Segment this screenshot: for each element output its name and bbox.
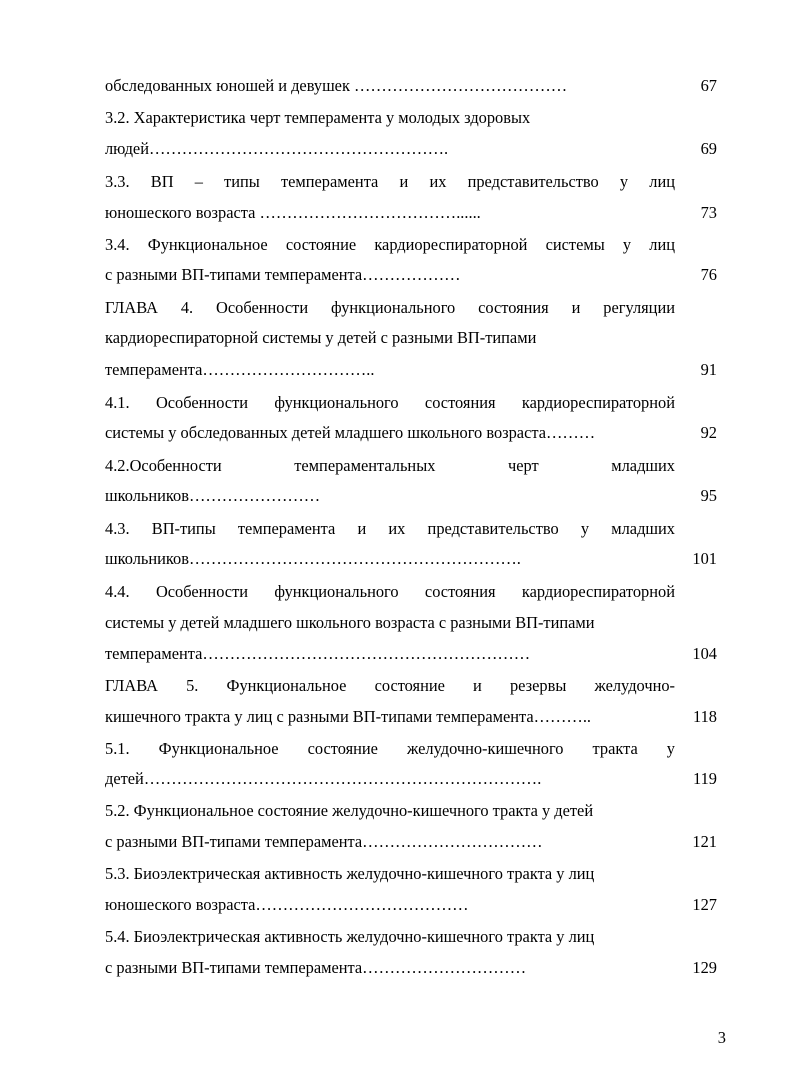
toc-page-number: 67 xyxy=(700,76,717,95)
toc-line: людей………………………………………………. xyxy=(105,139,449,158)
toc-line: 3.4. Функциональное состояние кардиореспираторной системы у лиц xyxy=(105,235,675,254)
toc-page-number: 121 xyxy=(692,832,717,851)
toc-line: 3.3. ВП – типы темперамента и их представительство у лиц xyxy=(105,172,675,191)
toc-line: обследованных юношей и девушек ………………………………… xyxy=(105,76,568,95)
toc-line: 5.2. Функциональное состояние желудочно-кишечного тракта у детей xyxy=(105,801,594,820)
toc-line: темперамента………………………….. xyxy=(105,360,375,379)
toc-line: с разными ВП-типами темперамента………………………… xyxy=(105,958,527,977)
toc-page-number: 127 xyxy=(692,895,717,914)
toc-line: 4.3. ВП-типы темперамента и их представительство у младших xyxy=(105,519,675,538)
toc-page-number: 101 xyxy=(692,549,717,568)
toc-page-number: 104 xyxy=(692,644,717,663)
toc-page-number: 76 xyxy=(700,265,717,284)
toc-page-number: 129 xyxy=(692,958,717,977)
toc-page-number: 95 xyxy=(700,486,717,505)
toc-page-number: 69 xyxy=(700,139,717,158)
toc-page-number: 119 xyxy=(693,769,717,788)
toc-line: 4.4. Особенности функционального состояния кардиореспираторной xyxy=(105,582,675,601)
toc-line: юношеского возраста ………………………………...... xyxy=(105,203,481,222)
toc-line: темперамента…………………………………………………… xyxy=(105,644,531,663)
toc-line: детей………………………………………………………………. xyxy=(105,769,542,788)
page-number: 3 xyxy=(717,1028,726,1047)
toc-line: школьников…………………… xyxy=(105,486,321,505)
toc-page-number: 118 xyxy=(693,707,717,726)
chapter-heading: ГЛАВА 5. Функциональное состояние и резервы желудочно- xyxy=(105,676,675,695)
toc-line: 4.1. Особенности функционального состояния кардиореспираторной xyxy=(105,393,675,412)
toc-line: с разными ВП-типами темперамента…………………………… xyxy=(105,832,543,851)
toc-line: школьников……………………………………………………. xyxy=(105,549,521,568)
toc-page-number: 92 xyxy=(700,423,717,442)
toc-page-number: 73 xyxy=(700,203,717,222)
toc-line: 3.2. Характеристика черт темперамента у молодых здоровых xyxy=(105,108,531,127)
toc-line: системы у детей младшего школьного возраста с разными ВП-типами xyxy=(105,613,595,632)
toc-line: 5.1. Функциональное состояние желудочно-кишечного тракта у xyxy=(105,739,675,758)
toc-page-number: 91 xyxy=(700,360,717,379)
toc-line: 5.4. Биоэлектрическая активность желудочно-кишечного тракта у лиц xyxy=(105,927,595,946)
toc-line: с разными ВП-типами темперамента……………… xyxy=(105,265,461,284)
toc-line: 4.2.Особенности темпераментальных черт младших xyxy=(105,456,675,475)
toc-line: 5.3. Биоэлектрическая активность желудочно-кишечного тракта у лиц xyxy=(105,864,595,883)
toc-line: системы у обследованных детей младшего школьного возраста……… xyxy=(105,423,596,442)
toc-line: юношеского возраста………………………………… xyxy=(105,895,469,914)
toc-line: кишечного тракта у лиц с разными ВП-типами темперамента……….. xyxy=(105,707,592,726)
chapter-heading: ГЛАВА 4. Особенности функционального состояния и регуляции xyxy=(105,298,675,317)
toc-line: кардиореспираторной системы у детей с разными ВП-типами xyxy=(105,328,537,347)
